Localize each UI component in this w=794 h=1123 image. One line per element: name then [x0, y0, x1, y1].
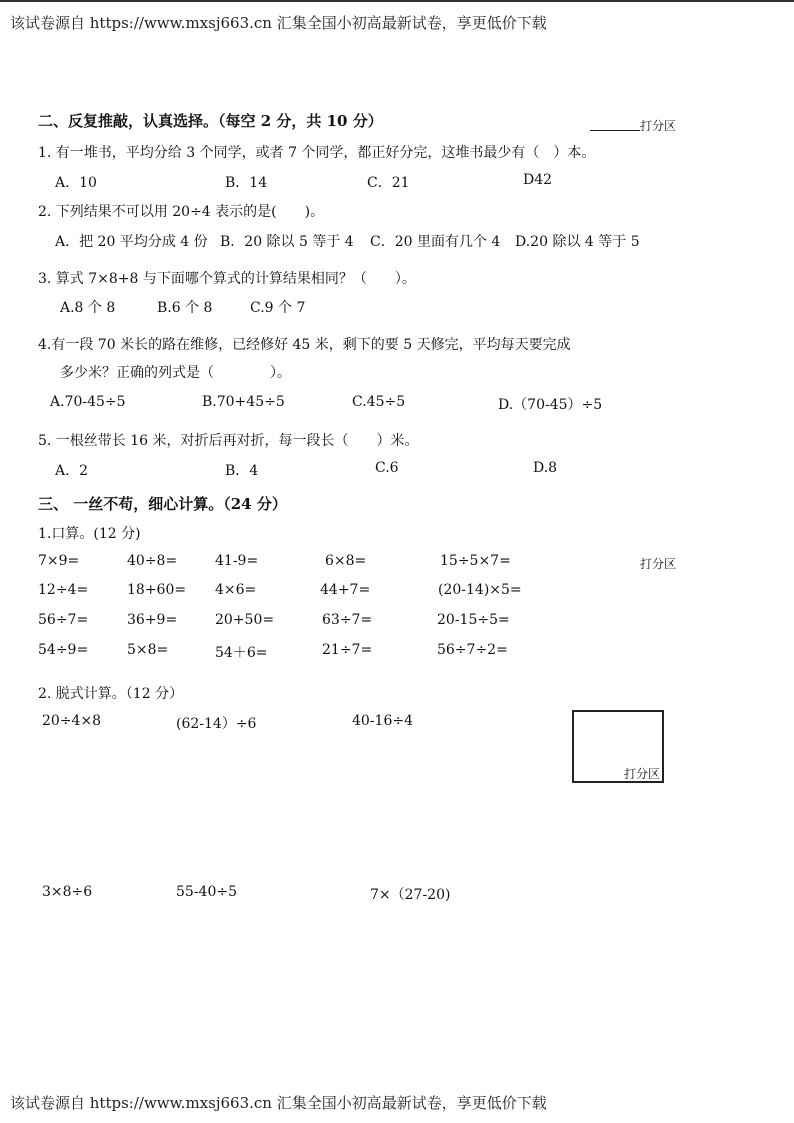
- oral-item: 56÷7=: [38, 612, 89, 628]
- oral-item: 12÷4=: [38, 582, 89, 598]
- q1-option-b: B．14: [225, 175, 268, 191]
- step-problem: 20÷4×8: [42, 713, 102, 729]
- oral-item: 7×9=: [38, 553, 80, 569]
- q4-option-c: C.45÷5: [352, 394, 406, 410]
- q3-option-a: A.8 个 8: [60, 300, 116, 316]
- q5-option-c: C.6: [375, 460, 399, 476]
- question-3: 3. 算式 7×8+8 与下面哪个算式的计算结果相同？（ ）。: [38, 271, 416, 287]
- footer-source-text: 该试卷源自 https://www.mxsj663.cn 汇集全国小初高最新试卷，享更低价下载: [10, 1094, 547, 1112]
- score-area-label: 打分区: [640, 119, 677, 133]
- oral-calc-title: 1.口算。(12 分): [38, 526, 141, 542]
- q3-option-c: C.9 个 7: [250, 300, 306, 316]
- q1-option-a: A．10: [55, 175, 97, 191]
- oral-item: 54÷9=: [38, 642, 89, 658]
- oral-item: 5×8=: [127, 642, 169, 658]
- question-5: 5. 一根丝带长 16 米，对折后再对折，每一段长（ ）米。: [38, 433, 419, 449]
- header-source-text: 该试卷源自 https://www.mxsj663.cn 汇集全国小初高最新试卷，享更低价下载: [10, 14, 547, 32]
- q4-option-a: A.70-45÷5: [50, 394, 126, 410]
- q2-option-c: C．20 里面有几个 4: [370, 234, 501, 250]
- q4-option-d: D.（70-45）÷5: [498, 397, 603, 413]
- question-2: 2. 下列结果不可以用 20÷4 表示的是( )。: [38, 204, 325, 220]
- oral-item: 15÷5×7=: [440, 553, 511, 569]
- oral-item: 54＋6=: [215, 645, 268, 661]
- q4-option-b: B.70+45÷5: [202, 394, 285, 410]
- oral-item: 36+9=: [127, 612, 178, 628]
- score-area-label: 打分区: [640, 557, 677, 571]
- oral-item: 6×8=: [325, 553, 367, 569]
- oral-item: 20-15÷5=: [437, 612, 510, 628]
- q2-option-a: A．把 20 平均分成 4 份: [55, 234, 208, 250]
- oral-item: 4×6=: [215, 582, 257, 598]
- q2-option-b: B．20 除以 5 等于 4: [220, 234, 354, 250]
- step-problem: (62-14）÷6: [176, 716, 257, 732]
- oral-item: 44+7=: [320, 582, 371, 598]
- score-area-label: 打分区: [624, 767, 661, 781]
- oral-item: 63÷7=: [322, 612, 373, 628]
- q1-option-c: C．21: [367, 175, 410, 191]
- step-problem: 40-16÷4: [352, 713, 413, 729]
- step-problem: 7×（27-20): [370, 887, 451, 903]
- oral-item: 20+50=: [215, 612, 275, 628]
- q2-option-d: D.20 除以 4 等于 5: [515, 234, 640, 250]
- oral-item: (20-14)×5=: [438, 582, 522, 598]
- q3-option-b: B.6 个 8: [157, 300, 213, 316]
- section-2-title: 二、反复推敲，认真选择。（每空 2 分，共 10 分）: [38, 112, 383, 130]
- oral-item: 41-9=: [215, 553, 259, 569]
- q5-option-a: A．2: [55, 463, 89, 479]
- question-1: 1. 有一堆书，平均分给 3 个同学，或者 7 个同学，都正好分完，这堆书最少有（ ）本。: [38, 145, 596, 161]
- oral-item: 21÷7=: [322, 642, 373, 658]
- question-4: 4.有一段 70 米长的路在维修，已经修好 45 米，剩下的要 5 天修完，平均每天要完成: [38, 337, 571, 353]
- question-4-line-2: 多少米？正确的列式是（ ）。: [60, 365, 291, 381]
- oral-item: 56÷7÷2=: [437, 642, 508, 658]
- section-3-title: 三、 一丝不苟，细心计算。（24 分）: [38, 495, 287, 513]
- q5-option-b: B．4: [225, 463, 259, 479]
- score-underline: [590, 130, 640, 131]
- step-problem: 3×8÷6: [42, 884, 93, 900]
- oral-item: 40÷8=: [127, 553, 178, 569]
- q1-option-d: D42: [523, 172, 553, 188]
- top-rule: [0, 0, 794, 2]
- oral-item: 18+60=: [127, 582, 187, 598]
- step-problem: 55-40÷5: [176, 884, 237, 900]
- q5-option-d: D.8: [533, 460, 558, 476]
- step-calc-title: 2. 脱式计算。（12 分）: [38, 686, 184, 702]
